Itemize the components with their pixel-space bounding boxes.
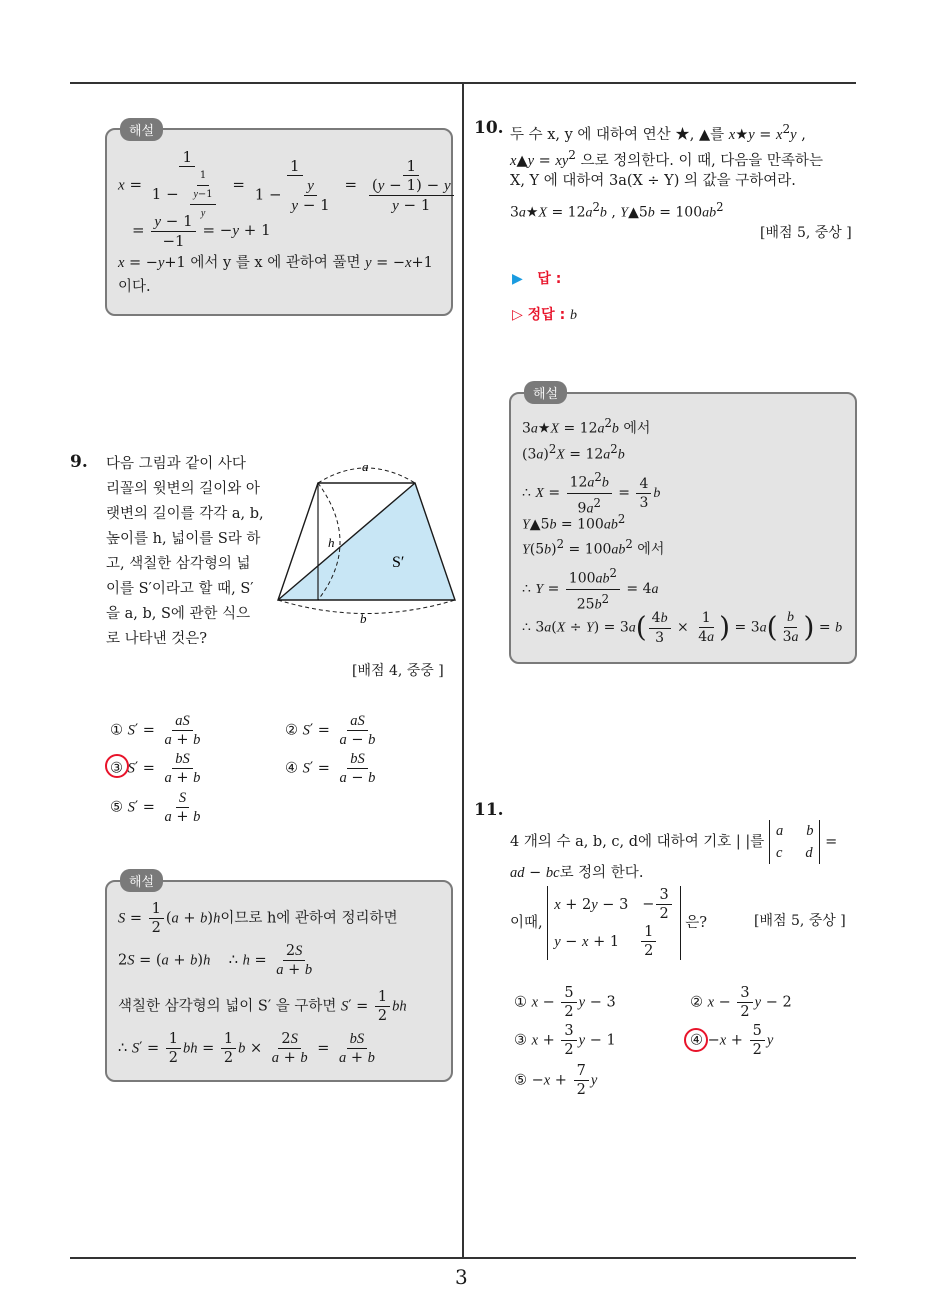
q11-choice-2[interactable]: ② x − $\frac{3}{2}$ y − 2 xyxy=(690,985,792,1020)
page-number: 3 xyxy=(455,1265,468,1289)
q10-line-1: 두 수 x, y 에 대하여 연산 ★, ▲를 x★y = $x^2y$ , xyxy=(510,122,806,143)
sol3-line-2: $(3a)^2X = 12a^2b$ xyxy=(522,442,625,463)
q9-choice-1[interactable]: ① S′ = $\frac{aS}{a + b}$ xyxy=(110,713,201,748)
q10-correct-answer: ▷ 정답 : b xyxy=(512,307,578,323)
label-s-prime: S′ xyxy=(392,554,405,571)
q11-answer-mark xyxy=(684,1028,708,1052)
sol1-tail: 이다. xyxy=(118,279,151,295)
q10-answer-label: ▶ 답 : xyxy=(512,271,562,287)
q9-points: [배점 4, 중중 ] xyxy=(352,663,444,679)
solution-tag-1: 해설 xyxy=(120,118,163,141)
sol2-line-4: ∴ S′ = $\frac{1}{2}$ bh = $\frac{1}{2}$ b × $\frac{2S}{a + b}$ = $\frac{bS}{a + b}$ xyxy=(118,1031,375,1066)
q10-line-2: x▲y = $xy^2$ 으로 정의한다. 이 때, 다음을 만족하는 xyxy=(510,148,823,169)
label-h: h xyxy=(328,535,335,550)
sol3-line-1: 3a★X = $12a^2b$ 에서 xyxy=(522,416,651,437)
label-b: b xyxy=(360,611,367,626)
sol3-line-5: $Y(5b)^2 = 100ab^2$ 에서 xyxy=(522,537,665,558)
shaded-triangle xyxy=(278,483,455,600)
sol1-equation-2: = $\frac{y - 1}{-1}$ = −y + 1 xyxy=(132,212,271,250)
q9-choice-3[interactable]: ③ S′ = $\frac{bS}{a + b}$ xyxy=(110,751,201,786)
sol3-line-4: Y▲5b = $100ab^2$ xyxy=(522,512,626,533)
sol1-conclusion: x = −y+1 에서 y 를 x 에 관하여 풀면 y = −x+1 xyxy=(118,255,433,271)
sol2-line-3: 색칠한 삼각형의 넓이 S′ 을 구하면 S′ = $\frac{1}{2}$ bh xyxy=(118,989,407,1024)
q10-number: 10. xyxy=(474,118,504,138)
sol2-line-1: S = $\frac{1}{2}$ (a + b)h이므로 h에 관하여 정리하면 xyxy=(118,901,398,936)
sol2-line-2: 2S = (a + b)h ∴ h = $\frac{2S}{a + b}$ xyxy=(118,943,313,978)
q9-text: 다음 그림과 같이 사다 리꼴의 윗변의 길이와 아 랫변의 길이를 각각 a, b, 높이를 h, 넓이를 S라 하 고, 색칠한 삼각형의 넓 이를 S′이라고 할 때, S′ 을 a, b, S에 관한 식으 로 나타낸 것은? xyxy=(106,456,264,647)
q9-choice-5[interactable]: ⑤ S′ = $\frac{S}{a + b}$ xyxy=(110,790,201,825)
q11-number: 11. xyxy=(474,800,504,820)
sol3-line-3: ∴ X = $\frac{12a^2b}{9a^2}$ = $\frac{4}{3}$ b xyxy=(522,470,661,517)
sol3-line-6: ∴ Y = $\frac{100ab^2}{25b^2}$ = 4a xyxy=(522,566,659,613)
solution-tag-2: 해설 xyxy=(120,869,163,892)
q11-choice-3[interactable]: ③ x + $\frac{3}{2}$ y − 1 xyxy=(514,1023,616,1058)
bottom-rule xyxy=(70,1257,856,1259)
solution-tag-3: 해설 xyxy=(524,381,567,404)
q11-points: [배점 5, 중상 ] xyxy=(754,913,846,929)
column-divider xyxy=(462,84,464,1258)
q10-condition: 3a★X = $12a^2b$ , Y▲5b = $100ab^2$ xyxy=(510,200,724,221)
q9-choice-2[interactable]: ② S′ = $\frac{aS}{a - b}$ xyxy=(285,713,376,748)
q11-line-3: 이때, x + 2y − 3 − $\frac{3}{2}$ y − x + 1 $\frac{1}{2}$ 은? xyxy=(510,887,708,959)
q9-answer-mark xyxy=(105,754,129,778)
q9-choice-4[interactable]: ④ S′ = $\frac{bS}{a - b}$ xyxy=(285,751,376,786)
q9-trapezoid-figure xyxy=(270,455,465,630)
sol3-line-7: ∴ 3a(X ÷ Y) = 3a( $\frac{4b}{3}$ × $\frac{1}{4a}$ ) = 3a( $\frac{b}{3a}$ ) = b xyxy=(522,609,843,646)
q11-choice-1[interactable]: ① x − $\frac{5}{2}$ y − 3 xyxy=(514,985,616,1020)
label-a: a xyxy=(362,459,369,474)
q10-line-3: X, Y 에 대하여 3a(X ÷ Y) 의 값을 구하여라. xyxy=(510,173,796,189)
q10-points: [배점 5, 중상 ] xyxy=(760,225,852,241)
q11-choice-4[interactable]: ④ −x + $\frac{5}{2}$ y xyxy=(690,1023,774,1058)
q11-choice-5[interactable]: ⑤ −x + $\frac{7}{2}$ y xyxy=(514,1063,598,1098)
q11-line-1: 4 개의 수 a, b, c, d에 대하여 기호 | |를 a b c d = xyxy=(510,820,837,864)
sol1-equation-1: x = 1 1 − $\frac{1}{\frac{y-1}{y}}$ = 1 1 − $\frac{y}{y - 1}$ = $\frac{1}{\frac{(y - 1) - y}{y - 1}}$ xyxy=(118,148,461,223)
q9-number: 9. xyxy=(70,452,88,472)
q11-line-2: ad − bc로 정의 한다. xyxy=(510,865,644,881)
